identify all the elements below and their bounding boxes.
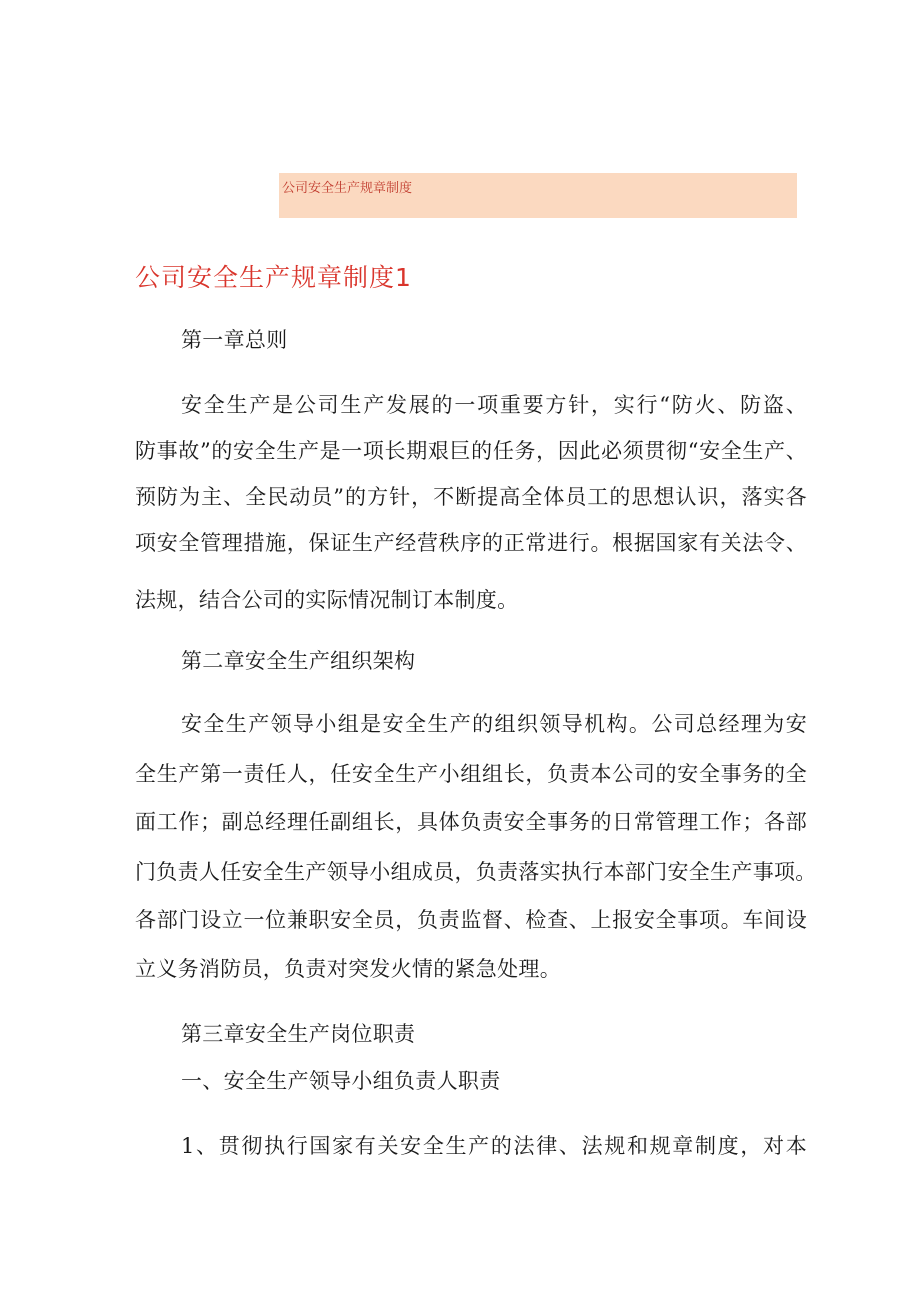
chapter1-line: 预防为主、全民动员”的方针，不断提高全体员工的思想认识，落实各 — [135, 485, 807, 509]
chapter2-heading: 第二章安全生产组织架构 — [181, 649, 416, 673]
chapter1-line: 项安全管理措施，保证生产经营秩序的正常进行。根据国家有关法令、 — [135, 531, 807, 555]
chapter2-line: 门负责人任安全生产领导小组成员，负责落实执行本部门安全生产事项。 — [135, 860, 817, 884]
header-banner-text: 公司安全生产规章制度 — [282, 181, 413, 196]
chapter3-heading: 第三章安全生产岗位职责 — [181, 1022, 416, 1046]
chapter3-subheading: 一、安全生产领导小组负责人职责 — [181, 1069, 501, 1093]
header-banner — [279, 173, 797, 218]
chapter2-line: 各部门设立一位兼职安全员，负责监督、检查、上报安全事项。车间设 — [135, 908, 807, 932]
chapter2-line: 安全生产领导小组是安全生产的组织领导机构。公司总经理为安 — [181, 712, 807, 736]
chapter3-item: 1、贯彻执行国家有关安全生产的法律、法规和规章制度，对本 — [181, 1134, 807, 1158]
chapter1-line: 法规，结合公司的实际情况制订本制度。 — [135, 588, 519, 612]
chapter1-line: 防事故”的安全生产是一项长期艰巨的任务，因此必须贯彻“安全生产、 — [135, 439, 807, 463]
chapter2-line: 面工作；副总经理任副组长，具体负责安全事务的日常管理工作；各部 — [135, 810, 807, 834]
document-title: 公司安全生产规章制度1 — [135, 263, 412, 292]
chapter2-line: 全生产第一责任人，任安全生产小组组长，负责本公司的安全事务的全 — [135, 762, 807, 786]
chapter1-line: 安全生产是公司生产发展的一项重要方针，实行“防火、防盗、 — [181, 393, 807, 417]
chapter2-line: 立义务消防员，负责对突发火情的紧急处理。 — [135, 957, 561, 981]
chapter1-heading: 第一章总则 — [181, 328, 288, 352]
